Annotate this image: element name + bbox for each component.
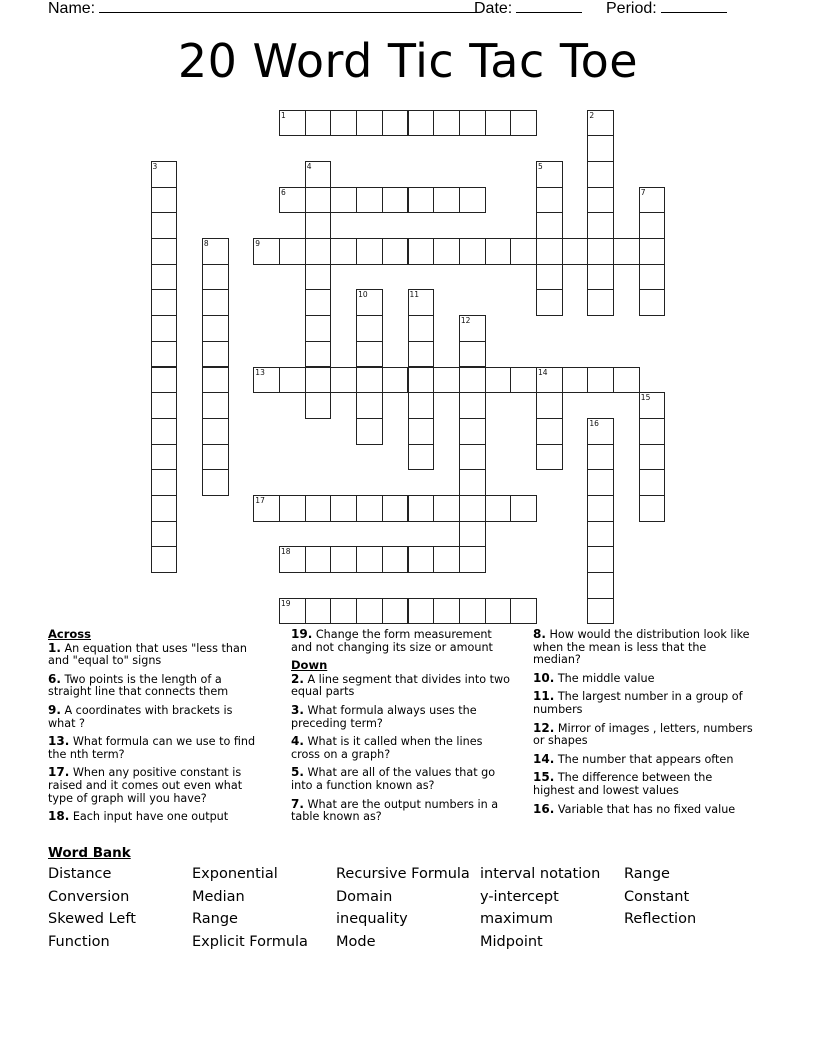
- down-heading: Down: [291, 658, 328, 673]
- down-clue: [533, 803, 757, 817]
- clue-number: 3: [152, 161, 158, 171]
- grid-cell[interactable]: [408, 598, 435, 625]
- name-field[interactable]: [48, 0, 477, 18]
- grid-cell[interactable]: [433, 110, 460, 137]
- grid-cell[interactable]: [202, 367, 229, 394]
- grid-cell[interactable]: [202, 315, 229, 342]
- grid-cell[interactable]: [639, 212, 666, 239]
- clue-number: 18.: [48, 809, 70, 824]
- grid-cell[interactable]: [639, 289, 666, 316]
- word-bank-item: Domain: [336, 888, 393, 905]
- clue-text: A line segment that divides into two equal parts: [291, 672, 511, 699]
- grid-cell[interactable]: [459, 546, 486, 573]
- grid-cell[interactable]: [382, 110, 409, 137]
- grid-cell[interactable]: [510, 238, 537, 265]
- clue-text: An equation that uses "less than and "equal to" signs: [48, 641, 247, 668]
- period-blank-line[interactable]: [661, 0, 727, 13]
- grid-cell[interactable]: [408, 110, 435, 137]
- grid-cell[interactable]: [330, 238, 357, 265]
- word-bank-item: Reflection: [624, 911, 697, 928]
- down-clue: [533, 771, 757, 797]
- grid-cell[interactable]: [639, 264, 666, 291]
- grid-cell[interactable]: [151, 392, 178, 419]
- word-bank-item: Range: [192, 911, 238, 928]
- clue-number: 8: [203, 239, 209, 248]
- across-clue: [291, 628, 513, 654]
- clue-number: 19.: [291, 627, 313, 641]
- grid-cell[interactable]: [587, 135, 614, 162]
- clue-text: What formula can we use to find the nth term?: [48, 735, 256, 761]
- clue-text: A coordinates with brackets is what ?: [48, 703, 233, 730]
- clue-text: Each input have one output: [69, 810, 229, 824]
- grid-cell[interactable]: [485, 367, 512, 394]
- grid-cell[interactable]: [459, 521, 486, 548]
- grid-cell[interactable]: [587, 418, 614, 445]
- grid-cell[interactable]: [382, 238, 409, 265]
- grid-cell[interactable]: [202, 341, 229, 368]
- grid-cell[interactable]: [151, 521, 178, 548]
- grid-cell[interactable]: [151, 238, 178, 265]
- grid-cell[interactable]: [459, 444, 486, 471]
- grid-cell[interactable]: [253, 367, 280, 394]
- grid-cell[interactable]: [562, 367, 589, 394]
- grid-cell[interactable]: [639, 495, 666, 522]
- grid-cell[interactable]: [639, 392, 666, 419]
- clue-text: Mirror of images , letters, numbers or shapes: [533, 721, 753, 748]
- grid-cell[interactable]: [408, 444, 435, 471]
- clues-column-2: [291, 628, 513, 829]
- grid-cell[interactable]: [202, 392, 229, 419]
- grid-cell[interactable]: [151, 444, 178, 471]
- word-bank-item: Median: [192, 888, 245, 905]
- grid-cell[interactable]: [305, 238, 332, 265]
- across-clue: [48, 735, 260, 761]
- clue-number: 4.: [291, 734, 304, 749]
- clue-text: The middle value: [554, 671, 655, 685]
- grid-cell[interactable]: [202, 444, 229, 471]
- down-clue: [291, 673, 513, 699]
- clue-number: 8.: [533, 627, 546, 641]
- grid-cell[interactable]: [587, 444, 614, 471]
- grid-cell[interactable]: [202, 418, 229, 445]
- word-bank-item: maximum: [480, 911, 554, 928]
- down-clue: [291, 735, 513, 761]
- clue-number: 5: [538, 161, 543, 171]
- grid-cell[interactable]: [151, 546, 178, 573]
- grid-cell[interactable]: [587, 546, 614, 573]
- grid-cell[interactable]: [305, 546, 332, 573]
- grid-cell[interactable]: [151, 315, 178, 342]
- grid-cell[interactable]: [587, 572, 614, 599]
- word-bank-item: interval notation: [480, 866, 601, 882]
- clue-number: 18: [281, 547, 291, 557]
- clue-number: 6: [281, 187, 286, 197]
- grid-cell[interactable]: [253, 495, 280, 522]
- clue-number: 17.: [48, 765, 70, 780]
- down-clue: [291, 704, 513, 730]
- clue-number: 1: [281, 110, 286, 120]
- grid-cell[interactable]: [510, 110, 537, 137]
- clue-number: 5.: [291, 765, 304, 780]
- grid-cell[interactable]: [408, 392, 435, 419]
- grid-cell[interactable]: [587, 289, 614, 316]
- grid-cell[interactable]: [305, 367, 332, 394]
- grid-cell[interactable]: [408, 315, 435, 342]
- clues-column-3: [533, 628, 757, 821]
- clue-number: 17: [255, 496, 265, 505]
- grid-cell[interactable]: [151, 289, 178, 316]
- grid-cell[interactable]: [536, 367, 563, 394]
- grid-cell[interactable]: [510, 495, 537, 522]
- grid-cell[interactable]: [459, 315, 486, 342]
- grid-cell[interactable]: [151, 161, 178, 188]
- grid-cell[interactable]: [459, 341, 486, 368]
- word-bank-item: Distance: [48, 866, 112, 882]
- grid-cell[interactable]: [356, 315, 383, 342]
- grid-cell[interactable]: [253, 238, 280, 265]
- grid-cell[interactable]: [151, 495, 178, 522]
- across-clue: [48, 642, 260, 668]
- grid-cell[interactable]: [459, 367, 486, 394]
- clue-number: 2: [589, 110, 595, 120]
- grid-cell[interactable]: [587, 469, 614, 496]
- word-bank-item: Explicit Formula: [192, 933, 308, 950]
- clue-number: 4: [306, 161, 312, 171]
- grid-cell[interactable]: [459, 418, 486, 445]
- clue-number: 10: [358, 290, 368, 300]
- period-field[interactable]: [606, 0, 727, 18]
- grid-cell[interactable]: [356, 238, 383, 265]
- clue-number: 15: [640, 393, 651, 403]
- grid-cell[interactable]: [330, 598, 357, 625]
- across-clue: [48, 704, 260, 730]
- down-clue: [291, 798, 513, 824]
- grid-cell[interactable]: [279, 546, 306, 573]
- grid-cell[interactable]: [151, 418, 178, 445]
- grid-cell[interactable]: [536, 238, 563, 265]
- clue-text: How would the distribution look like when the mean is less that the median?: [533, 628, 750, 667]
- clue-number: 9: [255, 239, 261, 248]
- date-field[interactable]: [474, 0, 582, 18]
- grid-cell[interactable]: [613, 238, 640, 265]
- page-title: 20 Word Tic Tac Toe: [177, 34, 639, 88]
- clue-number: 3.: [291, 702, 304, 717]
- grid-cell[interactable]: [305, 341, 332, 368]
- grid-cell[interactable]: [587, 212, 614, 239]
- clue-number: 7.: [291, 796, 304, 811]
- grid-cell[interactable]: [151, 469, 178, 496]
- grid-cell[interactable]: [356, 392, 383, 419]
- grid-cell[interactable]: [536, 392, 563, 419]
- grid-cell[interactable]: [408, 546, 435, 573]
- grid-cell[interactable]: [305, 161, 332, 188]
- clue-text: What are the output numbers in a table known as?: [291, 797, 499, 824]
- grid-cell[interactable]: [408, 341, 435, 368]
- grid-cell[interactable]: [356, 187, 383, 214]
- grid-cell[interactable]: [587, 264, 614, 291]
- grid-cell[interactable]: [459, 392, 486, 419]
- word-bank-title: Word Bank: [48, 845, 131, 861]
- grid-cell[interactable]: [408, 238, 435, 265]
- grid-cell[interactable]: [485, 238, 512, 265]
- clue-number: 15.: [533, 770, 555, 785]
- grid-cell[interactable]: [356, 495, 383, 522]
- grid-cell[interactable]: [382, 367, 409, 394]
- date-blank-line[interactable]: [516, 0, 582, 13]
- grid-cell[interactable]: [587, 495, 614, 522]
- grid-cell[interactable]: [639, 238, 666, 265]
- down-clue: [533, 690, 757, 716]
- grid-cell[interactable]: [202, 264, 229, 291]
- grid-cell[interactable]: [485, 110, 512, 137]
- grid-cell[interactable]: [279, 187, 306, 214]
- across-clue: [48, 673, 260, 699]
- grid-cell[interactable]: [356, 367, 383, 394]
- grid-cell[interactable]: [459, 187, 486, 214]
- grid-cell[interactable]: [151, 212, 178, 239]
- word-bank-item: Range: [624, 866, 670, 882]
- grid-cell[interactable]: [279, 238, 306, 265]
- grid-cell[interactable]: [305, 187, 332, 214]
- grid-cell[interactable]: [587, 187, 614, 214]
- grid-cell[interactable]: [408, 289, 435, 316]
- clue-number: 13.: [48, 734, 70, 749]
- clue-text: The number that appears often: [554, 752, 734, 766]
- grid-cell[interactable]: [356, 546, 383, 573]
- grid-cell[interactable]: [587, 367, 614, 394]
- clue-number: 11: [409, 290, 420, 300]
- grid-cell[interactable]: [459, 495, 486, 522]
- name-label: Name:: [48, 0, 96, 17]
- grid-cell[interactable]: [202, 238, 229, 265]
- grid-cell[interactable]: [433, 598, 460, 625]
- grid-cell[interactable]: [639, 418, 666, 445]
- clue-text: Two points is the length of a straight line that connects them: [48, 672, 229, 699]
- grid-cell[interactable]: [356, 418, 383, 445]
- crossword-grid: [151, 110, 671, 630]
- grid-cell[interactable]: [459, 110, 486, 137]
- grid-cell[interactable]: [459, 469, 486, 496]
- date-label: Date:: [474, 0, 513, 17]
- grid-cell[interactable]: [408, 495, 435, 522]
- grid-cell[interactable]: [433, 495, 460, 522]
- clue-text: When any positive constant is raised and it comes out even what type of graph will you have?: [48, 766, 243, 805]
- grid-cell[interactable]: [536, 161, 563, 188]
- grid-cell[interactable]: [330, 367, 357, 394]
- grid-cell[interactable]: [433, 238, 460, 265]
- clue-text: The largest number in a group of numbers: [533, 690, 743, 716]
- grid-cell[interactable]: [305, 315, 332, 342]
- down-clue: [533, 753, 757, 767]
- grid-cell[interactable]: [639, 444, 666, 471]
- word-bank-item: Function: [48, 933, 110, 950]
- worksheet-header: [0, 0, 816, 20]
- grid-cell[interactable]: [305, 212, 332, 239]
- grid-cell[interactable]: [562, 238, 589, 265]
- grid-cell[interactable]: [330, 495, 357, 522]
- clue-number: 13: [255, 367, 265, 377]
- grid-cell[interactable]: [536, 187, 563, 214]
- clue-number: 10.: [533, 670, 555, 685]
- grid-cell[interactable]: [536, 418, 563, 445]
- clue-number: 19: [281, 598, 291, 608]
- clue-number: 9.: [48, 702, 61, 717]
- grid-cell[interactable]: [459, 238, 486, 265]
- period-label: Period:: [606, 0, 657, 17]
- grid-cell[interactable]: [510, 367, 537, 394]
- clue-text: What formula always uses the preceding term?: [291, 703, 477, 730]
- grid-cell[interactable]: [382, 546, 409, 573]
- grid-cell[interactable]: [587, 521, 614, 548]
- grid-cell[interactable]: [279, 495, 306, 522]
- grid-cell[interactable]: [587, 161, 614, 188]
- grid-cell[interactable]: [330, 546, 357, 573]
- grid-cell[interactable]: [382, 598, 409, 625]
- grid-cell[interactable]: [151, 264, 178, 291]
- grid-cell[interactable]: [305, 110, 332, 137]
- word-bank-item: Recursive Formula: [336, 866, 470, 882]
- grid-cell[interactable]: [510, 598, 537, 625]
- grid-cell[interactable]: [279, 110, 306, 137]
- grid-cell[interactable]: [330, 110, 357, 137]
- name-blank-line[interactable]: [99, 0, 477, 13]
- grid-cell[interactable]: [433, 367, 460, 394]
- grid-cell[interactable]: [485, 598, 512, 625]
- clue-text: What is it called when the lines cross on a graph?: [291, 735, 483, 761]
- word-bank-item: Constant: [624, 888, 690, 905]
- down-clue: [291, 766, 513, 792]
- grid-cell[interactable]: [408, 418, 435, 445]
- grid-cell[interactable]: [587, 598, 614, 625]
- grid-cell[interactable]: [151, 187, 178, 214]
- grid-cell[interactable]: [151, 367, 178, 394]
- word-bank-item: Exponential: [192, 866, 278, 882]
- grid-cell[interactable]: [305, 289, 332, 316]
- clue-number: 7: [640, 187, 646, 197]
- grid-cell[interactable]: [305, 598, 332, 625]
- grid-cell[interactable]: [536, 444, 563, 471]
- down-clue: [533, 628, 757, 667]
- grid-cell[interactable]: [305, 392, 332, 419]
- grid-cell[interactable]: [279, 367, 306, 394]
- clue-text: Change the form measurement and not changing its size or amount: [291, 628, 493, 654]
- grid-cell[interactable]: [613, 367, 640, 394]
- word-bank-item: Conversion: [48, 888, 130, 905]
- word-bank-item: Skewed Left: [48, 911, 136, 928]
- across-clue: [48, 766, 260, 805]
- grid-cell[interactable]: [356, 110, 383, 137]
- grid-cell[interactable]: [356, 598, 383, 625]
- grid-cell[interactable]: [536, 289, 563, 316]
- grid-cell[interactable]: [330, 187, 357, 214]
- word-bank-item: inequality: [336, 911, 408, 928]
- grid-cell[interactable]: [639, 187, 666, 214]
- clue-number: 16: [589, 418, 599, 428]
- grid-cell[interactable]: [202, 289, 229, 316]
- grid-cell[interactable]: [459, 598, 486, 625]
- clue-number: 12: [460, 316, 471, 326]
- grid-cell[interactable]: [408, 187, 435, 214]
- clue-number: 14: [538, 367, 548, 377]
- grid-cell[interactable]: [382, 495, 409, 522]
- clue-number: 2.: [291, 671, 304, 686]
- grid-cell[interactable]: [587, 110, 614, 137]
- clue-text: Variable that has no fixed value: [554, 802, 736, 816]
- down-clue: [533, 722, 757, 748]
- grid-cell[interactable]: [305, 495, 332, 522]
- clue-number: 14.: [533, 751, 555, 766]
- grid-cell[interactable]: [433, 546, 460, 573]
- grid-cell[interactable]: [382, 187, 409, 214]
- grid-cell[interactable]: [356, 289, 383, 316]
- grid-cell[interactable]: [587, 238, 614, 265]
- grid-cell[interactable]: [485, 495, 512, 522]
- grid-cell[interactable]: [305, 264, 332, 291]
- grid-cell[interactable]: [151, 341, 178, 368]
- grid-cell[interactable]: [536, 264, 563, 291]
- clue-number: 6.: [48, 671, 61, 686]
- down-clue: [533, 672, 757, 686]
- grid-cell[interactable]: [433, 187, 460, 214]
- clues-column-1: [48, 628, 260, 829]
- clue-number: 12.: [533, 720, 555, 735]
- word-bank-item: y-intercept: [480, 888, 559, 905]
- grid-cell[interactable]: [536, 212, 563, 239]
- across-heading: Across: [48, 627, 91, 641]
- clue-number: 16.: [533, 801, 555, 816]
- clue-number: 11.: [533, 689, 555, 704]
- grid-cell[interactable]: [202, 469, 229, 496]
- grid-cell[interactable]: [639, 469, 666, 496]
- grid-cell[interactable]: [408, 367, 435, 394]
- word-bank-item: Mode: [336, 933, 376, 950]
- grid-cell[interactable]: [279, 598, 306, 625]
- grid-cell[interactable]: [356, 341, 383, 368]
- word-bank-item: Midpoint: [480, 933, 543, 950]
- across-clue: [48, 810, 260, 824]
- clue-text: The difference between the highest and lowest values: [533, 771, 713, 797]
- clue-text: What are all of the values that go into a function known as?: [291, 766, 496, 792]
- clue-number: 1.: [48, 640, 61, 655]
